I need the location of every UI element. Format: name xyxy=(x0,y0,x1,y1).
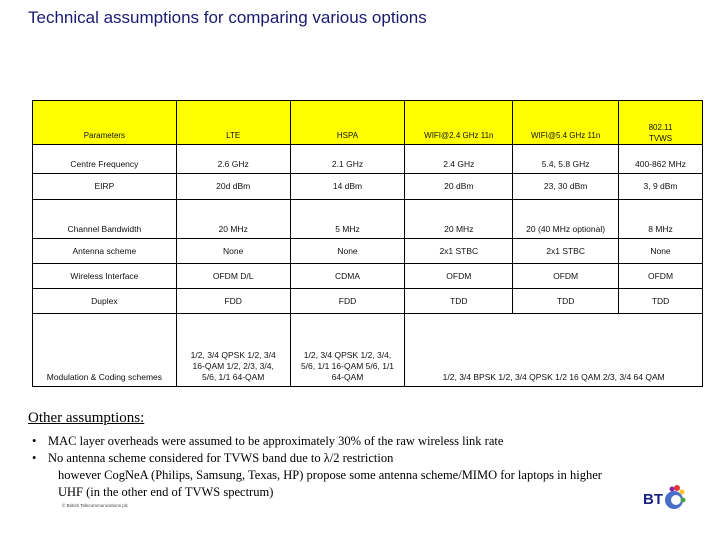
table-cell: None xyxy=(290,239,405,264)
table-cell: None xyxy=(619,239,703,264)
slide-title: Technical assumptions for comparing various options xyxy=(28,8,427,27)
table-cell: 20 MHz xyxy=(176,200,290,239)
bt-piper-icon xyxy=(663,484,687,514)
table-cell: OFDM D/L xyxy=(176,264,290,289)
comparison-table xyxy=(32,100,703,387)
table-cell: 5 MHz xyxy=(290,200,405,239)
bullet: • MAC layer overheads were assumed to be approximately 30% of the raw wireless link rate xyxy=(28,433,602,450)
table-cell: FDD xyxy=(290,289,405,314)
header-cell: LTE xyxy=(176,101,290,145)
table-cell: 5.4, 5.8 GHz xyxy=(513,145,619,174)
table-cell: OFDM xyxy=(619,264,703,289)
table-row xyxy=(33,239,703,264)
parameter-cell: Wireless Interface xyxy=(33,264,177,289)
table-cell: 23, 30 dBm xyxy=(513,174,619,200)
header-row xyxy=(33,101,703,145)
header-cell: 802.11 TVWS xyxy=(619,101,703,145)
table-cell: TDD xyxy=(405,289,513,314)
notes xyxy=(28,410,602,501)
bullet-continuation: UHF (in the other end of TVWS spectrum) xyxy=(58,485,274,499)
header-cell: WIFI@2.4 GHz 11n xyxy=(405,101,513,145)
parameter-cell: EIRP xyxy=(33,174,177,200)
bullet-continuation: however CogNeA (Philips, Samsung, Texas, HP) propose some antenna scheme/MIMO for laptops in higher xyxy=(58,468,602,482)
table-cell: None xyxy=(176,239,290,264)
bt-logo xyxy=(643,484,687,514)
table-cell: OFDM xyxy=(405,264,513,289)
table-cell: 3, 9 dBm xyxy=(619,174,703,200)
table-cell: 20 dBm xyxy=(405,174,513,200)
parameter-cell: Channel Bandwidth xyxy=(33,200,177,239)
table-cell: 1/2, 3/4 BPSK 1/2, 3/4 QPSK 1/2 16 QAM 2/3, 3/4 64 QAM xyxy=(405,314,703,387)
table-cell: FDD xyxy=(176,289,290,314)
logo-text: BT xyxy=(643,490,663,508)
table-cell: 2.6 GHz xyxy=(176,145,290,174)
table-cell: CDMA xyxy=(290,264,405,289)
table-row xyxy=(33,289,703,314)
table-row xyxy=(33,145,703,174)
table-cell: 1/2, 3/4 QPSK 1/2, 3/4, 5/6, 1/1 16-QAM 5/6, 1/1 64-QAM xyxy=(290,314,405,387)
table-cell: OFDM xyxy=(513,264,619,289)
table-cell: Modulation & Coding schemes xyxy=(33,314,177,387)
parameter-cell: Centre Frequency xyxy=(33,145,177,174)
table-cell: 1/2, 3/4 QPSK 1/2, 3/4 16-QAM 1/2, 2/3, 3/4, 5/6, 1/1 64-QAM xyxy=(176,314,290,387)
parameter-cell: Duplex xyxy=(33,289,177,314)
table-cell: 2.4 GHz xyxy=(405,145,513,174)
table-cell: TDD xyxy=(619,289,703,314)
table-cell: TDD xyxy=(513,289,619,314)
notes-heading: Other assumptions: xyxy=(28,410,145,426)
table-cell: 400-862 MHz xyxy=(619,145,703,174)
table-cell: 20 MHz xyxy=(405,200,513,239)
parameter-cell: Antenna scheme xyxy=(33,239,177,264)
copyright: © British Telecommunications plc xyxy=(62,503,129,508)
table-row xyxy=(33,314,703,387)
table-cell: 8 MHz xyxy=(619,200,703,239)
table-cell: 20d dBm xyxy=(176,174,290,200)
table-row xyxy=(33,174,703,200)
table-cell: 2x1 STBC xyxy=(405,239,513,264)
table-cell: 20 (40 MHz optional) xyxy=(513,200,619,239)
table-cell: 14 dBm xyxy=(290,174,405,200)
header-cell: WIFI@5.4 GHz 11n xyxy=(513,101,619,145)
table-row xyxy=(33,200,703,239)
table-cell: 2.1 GHz xyxy=(290,145,405,174)
table-cell: 2x1 STBC xyxy=(513,239,619,264)
bullet: • No antenna scheme considered for TVWS band due to λ/2 restriction xyxy=(28,450,602,467)
header-cell: HSPA xyxy=(290,101,405,145)
header-cell: Parameters xyxy=(33,101,177,145)
table-row xyxy=(33,264,703,289)
